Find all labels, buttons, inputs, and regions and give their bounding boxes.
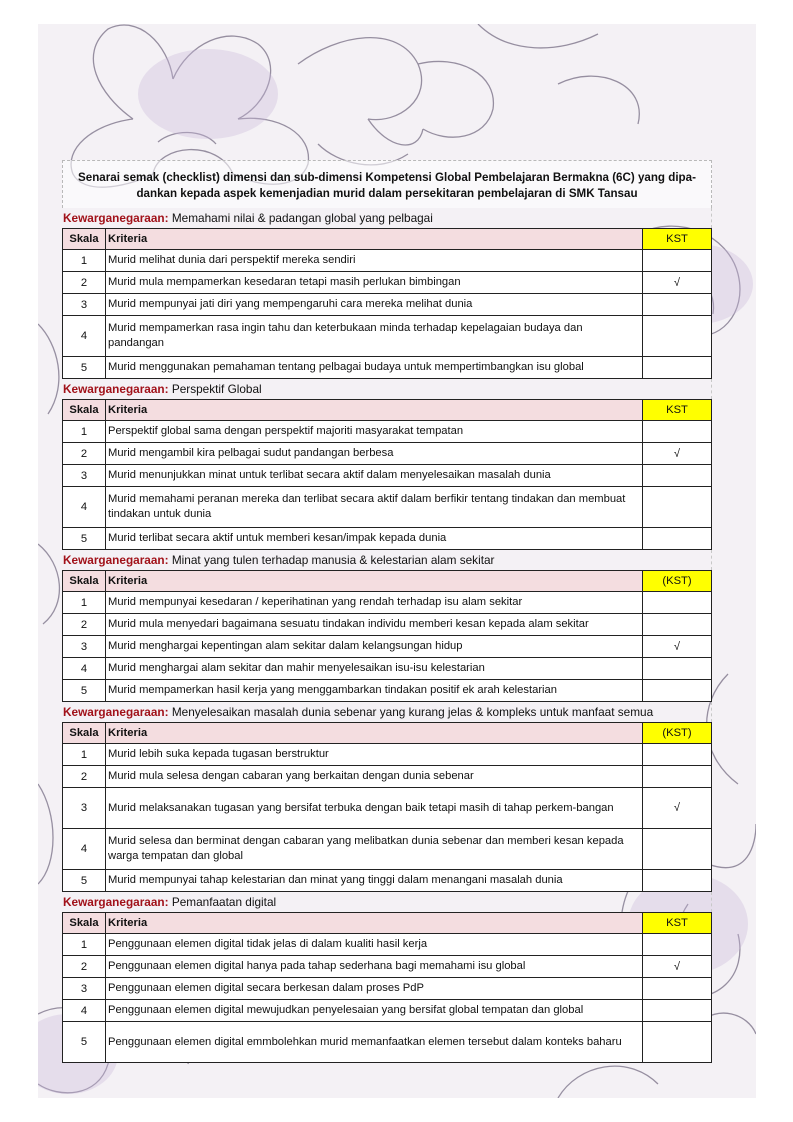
section-title (62, 892, 712, 912)
skala-cell: 4 (63, 829, 106, 870)
table-header-row (63, 229, 712, 250)
header-kst: KST (643, 913, 712, 934)
skala-cell: 3 (63, 465, 106, 487)
header-kst: KST (643, 229, 712, 250)
kst-cell (643, 1022, 712, 1063)
skala-cell: 5 (63, 870, 106, 892)
kriteria-cell: Murid menghargai alam sekitar dan mahir menyelesaikan isu-isu kelestarian (106, 658, 643, 680)
kst-cell (643, 592, 712, 614)
kriteria-cell: Murid memahami peranan mereka dan terlibat secara aktif dalam berfikir tentang tindakan dan membuat tindakan untuk dunia (106, 487, 643, 528)
kst-cell (643, 357, 712, 379)
table-row (63, 934, 712, 956)
table-row (63, 316, 712, 357)
kst-cell (643, 870, 712, 892)
dimension-label: Kewarganegaraan: (63, 705, 169, 719)
kriteria-cell: Murid mempamerkan rasa ingin tahu dan keterbukaan minda terhadap kepelagaian budaya dan pandangan (106, 316, 643, 357)
table-header-row (63, 571, 712, 592)
table-row (63, 680, 712, 702)
kst-cell: √ (643, 956, 712, 978)
header-kriteria: Kriteria (106, 723, 643, 744)
skala-cell: 5 (63, 680, 106, 702)
table-row (63, 766, 712, 788)
section-title (62, 379, 712, 399)
kst-cell: √ (643, 788, 712, 829)
kst-cell: √ (643, 636, 712, 658)
skala-cell: 1 (63, 592, 106, 614)
sections-container (62, 208, 712, 1063)
kst-cell (643, 614, 712, 636)
skala-cell: 4 (63, 1000, 106, 1022)
skala-cell: 1 (63, 934, 106, 956)
table-row (63, 636, 712, 658)
table-row (63, 870, 712, 892)
kst-cell (643, 658, 712, 680)
title-line-1: Senarai semak (checklist) dimensi dan sub-dimensi Kompetensi Global Pembelajaran Bermakna (6C) yang dipa- (78, 171, 696, 184)
section-title (62, 208, 712, 228)
table-row (63, 829, 712, 870)
header-kst: (KST) (643, 571, 712, 592)
skala-cell: 5 (63, 1022, 106, 1063)
kst-cell (643, 978, 712, 1000)
skala-cell: 3 (63, 294, 106, 316)
table-header-row (63, 400, 712, 421)
table-row (63, 658, 712, 680)
skala-cell: 1 (63, 744, 106, 766)
criteria-table (62, 228, 712, 379)
kst-cell (643, 1000, 712, 1022)
table-row (63, 272, 712, 294)
kriteria-cell: Murid mula mempamerkan kesedaran tetapi masih perlukan bimbingan (106, 272, 643, 294)
kst-cell: √ (643, 443, 712, 465)
kst-cell (643, 766, 712, 788)
criteria-table (62, 722, 712, 892)
skala-cell: 3 (63, 788, 106, 829)
kriteria-cell: Perspektif global sama dengan perspektif majoriti masyarakat tempatan (106, 421, 643, 443)
kst-cell: √ (643, 272, 712, 294)
header-kriteria: Kriteria (106, 571, 643, 592)
checklist-document (62, 160, 712, 1063)
header-kriteria: Kriteria (106, 913, 643, 934)
subdimension-label: Pemanfaatan digital (171, 895, 277, 909)
kriteria-cell: Murid melaksanakan tugasan yang bersifat terbuka dengan baik tetapi masih di tahap perkem-bangan (106, 788, 643, 829)
kriteria-cell: Murid mula selesa dengan cabaran yang berkaitan dengan dunia sebenar (106, 766, 643, 788)
kst-cell (643, 744, 712, 766)
skala-cell: 1 (63, 250, 106, 272)
subdimension-label: Perspektif Global (171, 382, 262, 396)
table-row (63, 744, 712, 766)
kriteria-cell: Penggunaan elemen digital mewujudkan penyelesaian yang bersifat global tempatan dan global (106, 1000, 643, 1022)
section-title (62, 702, 712, 722)
header-skala: Skala (63, 913, 106, 934)
kriteria-cell: Murid mempunyai kesedaran / keperihatinan yang rendah terhadap isu alam sekitar (106, 592, 643, 614)
table-row (63, 250, 712, 272)
kst-cell (643, 465, 712, 487)
dimension-label: Kewarganegaraan: (63, 211, 169, 225)
header-kriteria: Kriteria (106, 229, 643, 250)
kst-cell (643, 680, 712, 702)
kriteria-cell: Murid menghargai kepentingan alam sekitar dalam kelangsungan hidup (106, 636, 643, 658)
kriteria-cell: Murid menunjukkan minat untuk terlibat secara aktif dalam menyelesaikan masalah dunia (106, 465, 643, 487)
kst-cell (643, 829, 712, 870)
header-kst: KST (643, 400, 712, 421)
kriteria-cell: Penggunaan elemen digital secara berkesan dalam proses PdP (106, 978, 643, 1000)
kst-cell (643, 934, 712, 956)
dimension-label: Kewarganegaraan: (63, 895, 169, 909)
header-skala: Skala (63, 400, 106, 421)
kst-cell (643, 294, 712, 316)
skala-cell: 4 (63, 487, 106, 528)
table-row (63, 1000, 712, 1022)
skala-cell: 2 (63, 766, 106, 788)
skala-cell: 2 (63, 443, 106, 465)
kriteria-cell: Murid mempamerkan hasil kerja yang menggambarkan tindakan positif ek arah kelestarian (106, 680, 643, 702)
table-row (63, 421, 712, 443)
dimension-label: Kewarganegaraan: (63, 382, 169, 396)
kst-cell (643, 250, 712, 272)
kst-cell (643, 487, 712, 528)
table-header-row (63, 913, 712, 934)
table-row (63, 1022, 712, 1063)
header-skala: Skala (63, 571, 106, 592)
skala-cell: 3 (63, 636, 106, 658)
header-skala: Skala (63, 229, 106, 250)
title-line-2: dankan kepada aspek kemenjadian murid dalam persekitaran pembelajaran di SMK Tansau (136, 187, 638, 200)
skala-cell: 5 (63, 357, 106, 379)
skala-cell: 5 (63, 528, 106, 550)
kriteria-cell: Murid terlibat secara aktif untuk memberi kesan/impak kepada dunia (106, 528, 643, 550)
kriteria-cell: Murid melihat dunia dari perspektif mereka sendiri (106, 250, 643, 272)
kst-cell (643, 421, 712, 443)
kriteria-cell: Murid selesa dan berminat dengan cabaran yang melibatkan dunia sebenar dan memberi kesan kepada warga tempatan dan global (106, 829, 643, 870)
table-row (63, 614, 712, 636)
kriteria-cell: Penggunaan elemen digital hanya pada tahap sederhana bagi memahami isu global (106, 956, 643, 978)
skala-cell: 3 (63, 978, 106, 1000)
table-row (63, 357, 712, 379)
skala-cell: 4 (63, 316, 106, 357)
table-row (63, 294, 712, 316)
subdimension-label: Memahami nilai & padangan global yang pelbagai (171, 211, 433, 225)
kriteria-cell: Penggunaan elemen digital tidak jelas di dalam kualiti hasil kerja (106, 934, 643, 956)
criteria-table (62, 570, 712, 702)
table-row (63, 592, 712, 614)
table-row (63, 487, 712, 528)
kst-cell (643, 528, 712, 550)
header-kriteria: Kriteria (106, 400, 643, 421)
subdimension-label: Menyelesaikan masalah dunia sebenar yang kurang jelas & kompleks untuk manfaat semua (171, 705, 654, 719)
table-row (63, 956, 712, 978)
table-row (63, 528, 712, 550)
table-row (63, 978, 712, 1000)
skala-cell: 1 (63, 421, 106, 443)
kriteria-cell: Murid menggunakan pemahaman tentang pelbagai budaya untuk mempertimbangkan isu global (106, 357, 643, 379)
table-row (63, 465, 712, 487)
dimension-label: Kewarganegaraan: (63, 553, 169, 567)
header-skala: Skala (63, 723, 106, 744)
section-title (62, 550, 712, 570)
table-row (63, 443, 712, 465)
kst-cell (643, 316, 712, 357)
kriteria-cell: Murid mempunyai jati diri yang mempengaruhi cara mereka melihat dunia (106, 294, 643, 316)
skala-cell: 4 (63, 658, 106, 680)
kriteria-cell: Penggunaan elemen digital emmbolehkan murid memanfaatkan elemen tersebut dalam konteks baharu (106, 1022, 643, 1063)
criteria-table (62, 399, 712, 550)
table-row (63, 788, 712, 829)
skala-cell: 2 (63, 614, 106, 636)
criteria-table (62, 912, 712, 1063)
header-kst: (KST) (643, 723, 712, 744)
document-title (62, 160, 712, 208)
kriteria-cell: Murid mempunyai tahap kelestarian dan minat yang tinggi dalam menangani masalah dunia (106, 870, 643, 892)
kriteria-cell: Murid lebih suka kepada tugasan berstruktur (106, 744, 643, 766)
table-header-row (63, 723, 712, 744)
skala-cell: 2 (63, 956, 106, 978)
kriteria-cell: Murid mula menyedari bagaimana sesuatu tindakan individu memberi kesan kepada alam sekitar (106, 614, 643, 636)
kriteria-cell: Murid mengambil kira pelbagai sudut pandangan berbesa (106, 443, 643, 465)
subdimension-label: Minat yang tulen terhadap manusia & kelestarian alam sekitar (171, 553, 495, 567)
skala-cell: 2 (63, 272, 106, 294)
